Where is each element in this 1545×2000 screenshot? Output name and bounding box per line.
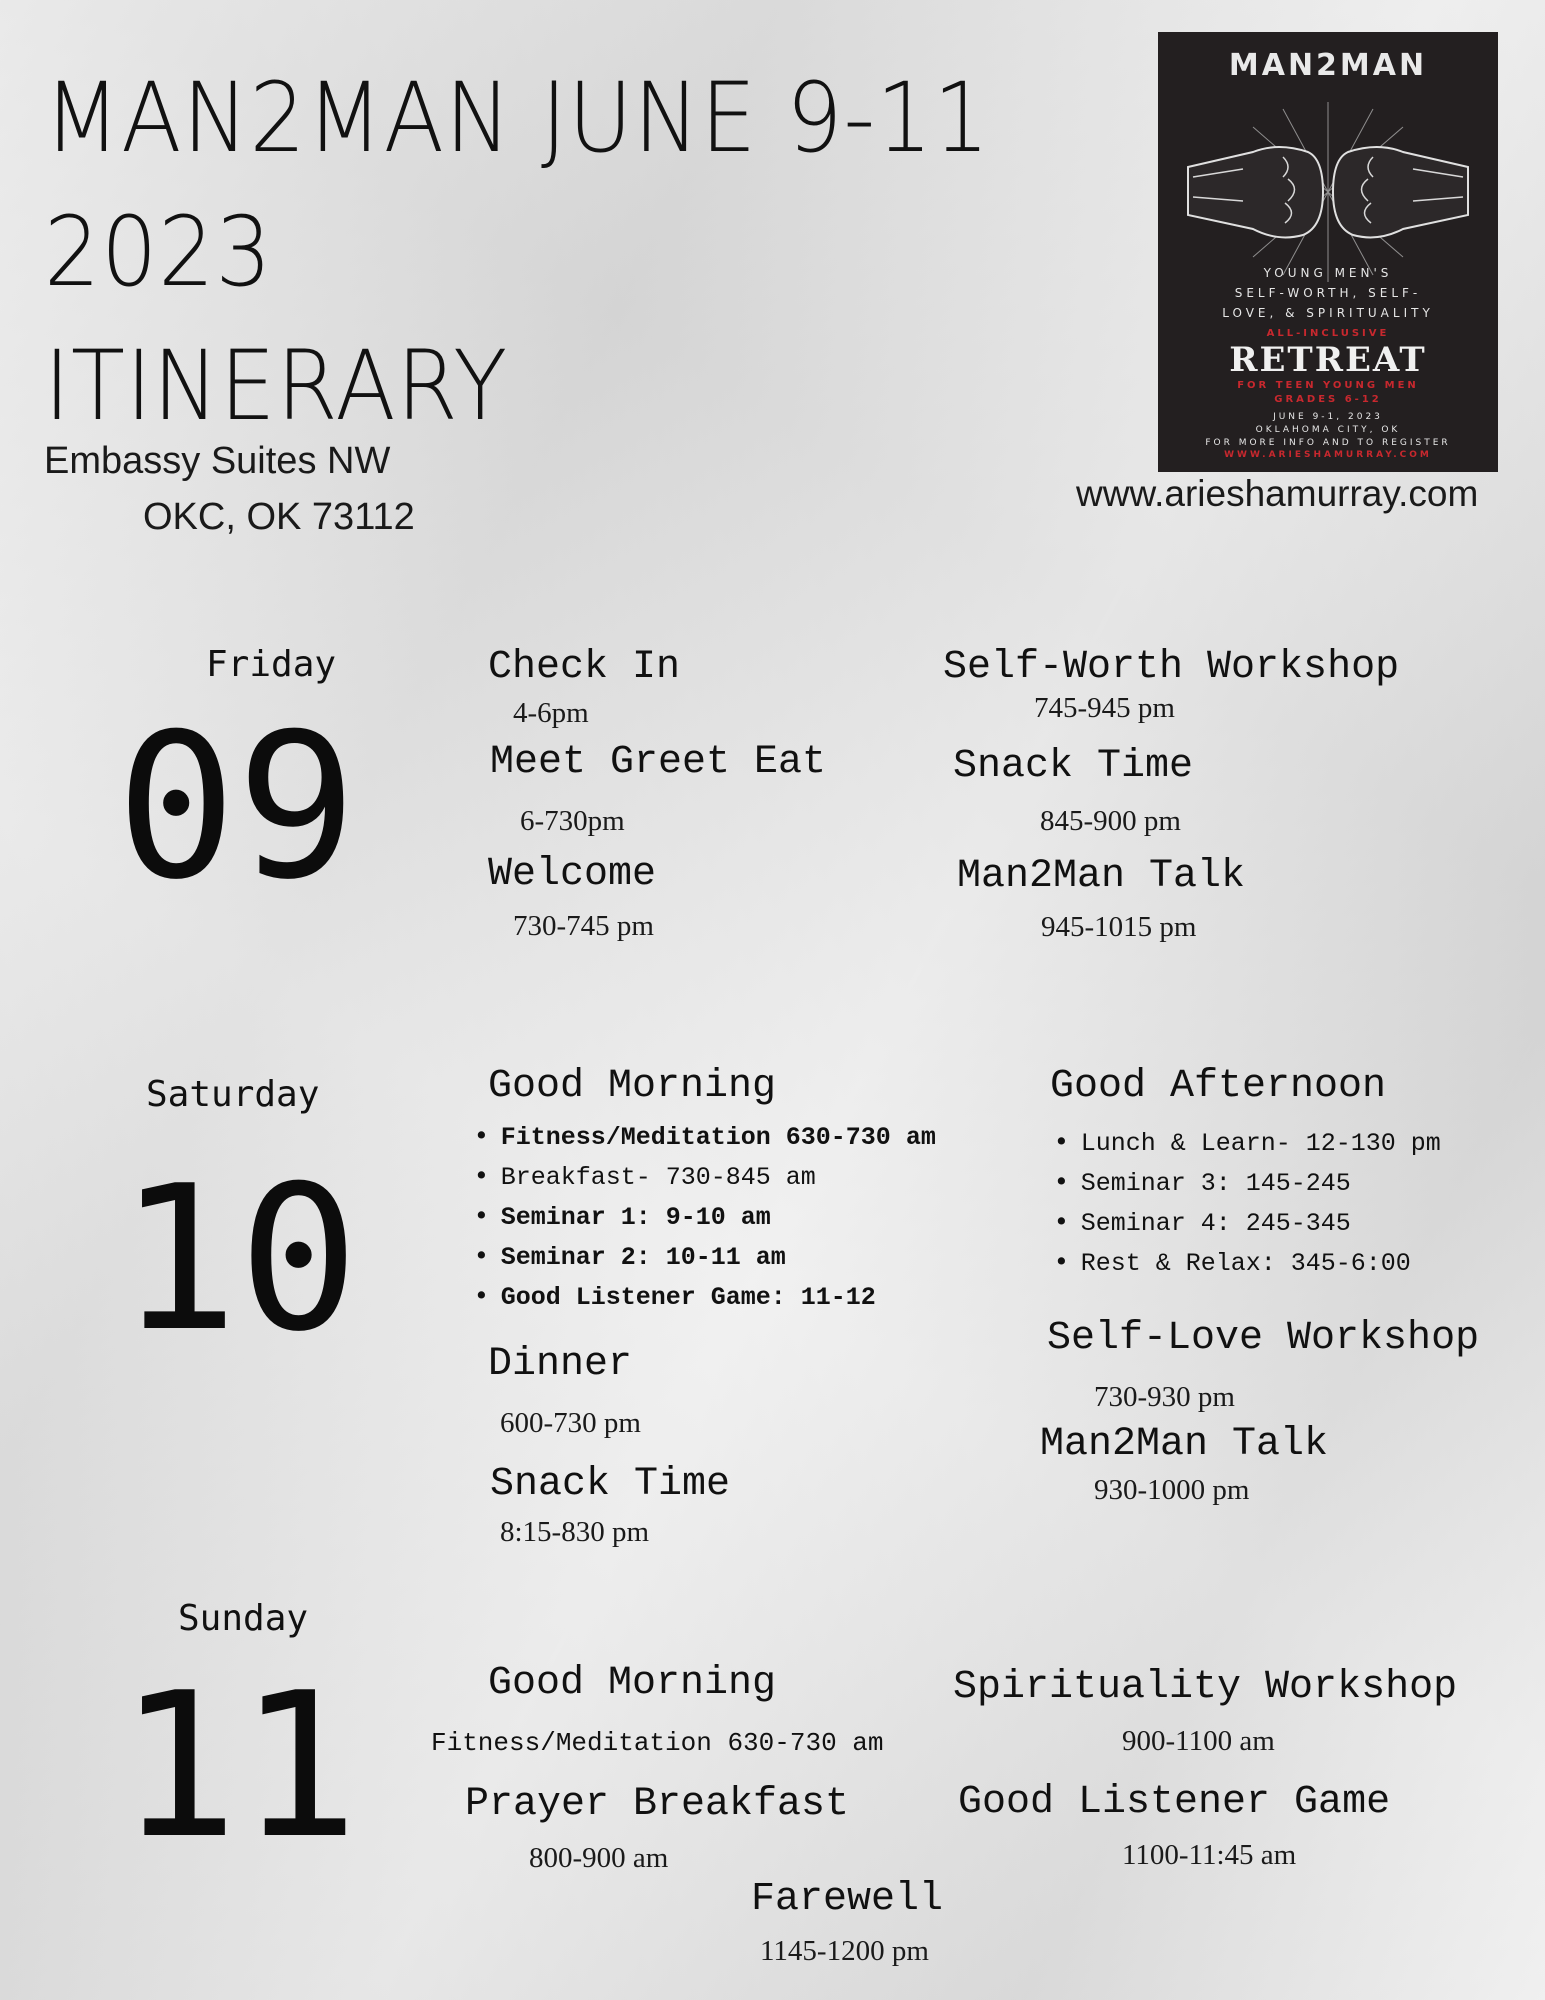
sunday-date: 11 bbox=[118, 1650, 359, 1883]
friday-welcome: Welcome bbox=[488, 852, 657, 897]
list-item: • Seminar 4: 245-345 bbox=[1054, 1207, 1351, 1238]
saturday-date: 10 bbox=[118, 1143, 359, 1376]
friday-check-in: Check In bbox=[488, 645, 681, 690]
page-title-line-2: 2023 bbox=[44, 196, 273, 308]
poster-url: WWW.ARIESHAMURRAY.COM bbox=[1224, 450, 1432, 460]
sunday-good-listener-game: Good Listener Game bbox=[958, 1780, 1391, 1825]
poster-all-inclusive: ALL-INCLUSIVE bbox=[1266, 328, 1390, 339]
retreat-poster bbox=[1158, 32, 1498, 472]
fist-bump-icon bbox=[1183, 97, 1473, 287]
friday-self-worth-workshop: Self-Worth Workshop bbox=[943, 645, 1400, 690]
list-item: • Fitness/Meditation 630-730 am bbox=[474, 1121, 936, 1152]
poster-line-1: YOUNG MEN'S bbox=[1263, 266, 1393, 280]
poster-info: FOR MORE INFO AND TO REGISTER bbox=[1205, 438, 1451, 448]
saturday-label: Saturday bbox=[146, 1074, 320, 1115]
page-title-line-1: MAN2MAN JUNE 9-11 bbox=[44, 62, 991, 174]
friday-meet-greet: Meet Greet Eat bbox=[490, 740, 827, 785]
sunday-spirituality-workshop: Spirituality Workshop bbox=[953, 1665, 1458, 1710]
list-item: • Lunch & Learn- 12-130 pm bbox=[1054, 1127, 1441, 1158]
saturday-good-afternoon: Good Afternoon bbox=[1050, 1064, 1387, 1109]
address-line-2: OKC, OK 73112 bbox=[143, 496, 415, 538]
address-line-1: Embassy Suites NW bbox=[44, 440, 391, 482]
saturday-snack-time-value: 8:15-830 pm bbox=[500, 1516, 650, 1548]
poster-for-teen: FOR TEEN YOUNG MEN bbox=[1237, 380, 1419, 391]
poster-city: OKLAHOMA CITY, OK bbox=[1255, 425, 1401, 435]
list-item: • Seminar 1: 9-10 am bbox=[474, 1201, 771, 1232]
friday-welcome-time: 730-745 pm bbox=[513, 910, 654, 942]
website-link[interactable]: www.arieshamurray.com bbox=[1076, 473, 1479, 514]
friday-date: 09 bbox=[116, 691, 357, 924]
saturday-self-love-time: 730-930 pm bbox=[1094, 1381, 1235, 1413]
poster-line-3: LOVE, & SPIRITUALITY bbox=[1222, 306, 1434, 320]
saturday-dinner: Dinner bbox=[488, 1342, 633, 1387]
poster-title: MAN2MAN bbox=[1228, 48, 1428, 83]
list-item: • Seminar 3: 145-245 bbox=[1054, 1167, 1351, 1198]
saturday-good-morning: Good Morning bbox=[488, 1064, 777, 1109]
friday-self-worth-time: 745-945 pm bbox=[1034, 692, 1175, 724]
sunday-spirituality-time: 900-1100 am bbox=[1122, 1725, 1275, 1757]
poster-line-2: SELF-WORTH, SELF- bbox=[1234, 286, 1422, 300]
page-title-line-3: ITINERARY bbox=[44, 330, 509, 442]
friday-man2man-talk: Man2Man Talk bbox=[957, 854, 1246, 899]
saturday-dinner-time: 600-730 pm bbox=[500, 1407, 641, 1439]
sunday-prayer-breakfast: Prayer Breakfast bbox=[465, 1782, 850, 1827]
sunday-good-listener-time: 1100-11:45 am bbox=[1122, 1839, 1297, 1871]
sunday-label: Sunday bbox=[178, 1598, 309, 1639]
saturday-man2man-talk-time: 930-1000 pm bbox=[1094, 1474, 1250, 1506]
sunday-good-morning: Good Morning bbox=[488, 1661, 777, 1706]
poster-dates: JUNE 9-1, 2023 bbox=[1273, 412, 1383, 422]
poster-grades: GRADES 6-12 bbox=[1274, 394, 1382, 405]
list-item: • Good Listener Game: 11-12 bbox=[474, 1281, 876, 1312]
friday-label: Friday bbox=[206, 644, 337, 685]
friday-snack-time: Snack Time bbox=[953, 744, 1194, 789]
saturday-man2man-talk: Man2Man Talk bbox=[1040, 1422, 1329, 1467]
saturday-snack-time: Snack Time bbox=[490, 1462, 731, 1507]
friday-check-in-time: 4-6pm bbox=[513, 697, 589, 729]
list-item: • Seminar 2: 10-11 am bbox=[474, 1241, 786, 1272]
friday-man2man-talk-time: 945-1015 pm bbox=[1041, 911, 1197, 943]
sunday-farewell: Farewell bbox=[751, 1877, 944, 1922]
sunday-prayer-breakfast-time: 800-900 am bbox=[529, 1842, 669, 1874]
saturday-self-love-workshop: Self-Love Workshop bbox=[1047, 1316, 1480, 1361]
sunday-farewell-time: 1145-1200 pm bbox=[760, 1935, 929, 1967]
friday-snack-time-value: 845-900 pm bbox=[1040, 805, 1181, 837]
poster-retreat: RETREAT bbox=[1229, 340, 1427, 380]
list-item: • Rest & Relax: 345-6:00 bbox=[1054, 1247, 1411, 1278]
sunday-fitness: Fitness/Meditation 630-730 am bbox=[431, 1728, 884, 1758]
list-item: • Breakfast- 730-845 am bbox=[474, 1161, 816, 1192]
friday-meet-greet-time: 6-730pm bbox=[520, 805, 625, 837]
